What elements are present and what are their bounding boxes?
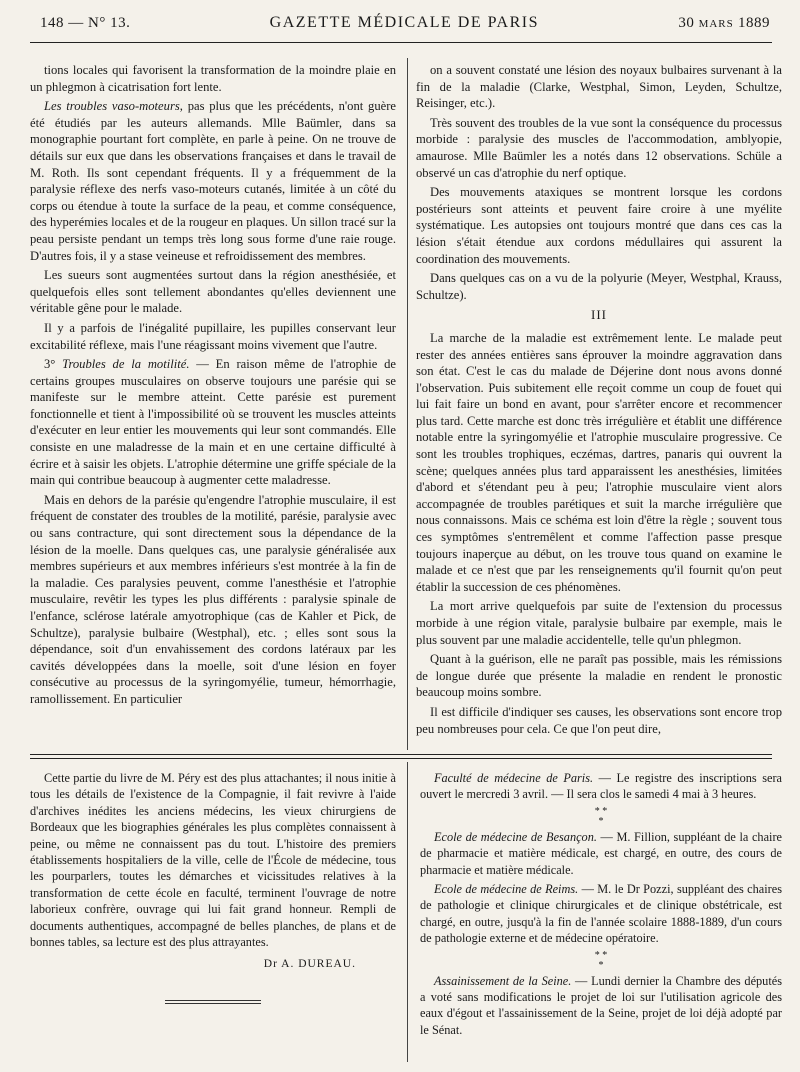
paragraph <box>30 98 396 264</box>
paragraph <box>416 651 782 701</box>
paragraph-text: La mort arrive quelquefois par suite de l'extension du processus morbide à une région vitale, paralysie bulbaire par exemple, mais le plus souvent par une maladie accidentelle, telle qu'un phlegmon. <box>416 599 782 647</box>
paragraph-lead: Ecole de médecine de Besançon. <box>434 829 597 844</box>
paragraph <box>420 829 782 878</box>
paragraph <box>416 598 782 648</box>
paragraph <box>420 881 782 947</box>
paragraph-lead: Les troubles vaso-moteurs <box>44 99 180 114</box>
paragraph-lead: Faculté de médecine de Paris. <box>434 771 594 785</box>
header-rule <box>30 42 772 43</box>
paragraph-text: Quant à la guérison, elle ne paraît pas possible, mais les rémissions de longue durée que présente la maladie en rendent le pronostic beaucoup moins sombre. <box>416 652 782 700</box>
column-divider <box>407 58 408 750</box>
paragraph <box>416 330 782 596</box>
paragraph-text: La marche de la maladie est extrêmement lente. Le malade peut rester des années entières sans éprouver la moindre aggravation dans son état. C'est le cas du malade de Déjerine dont nous avons donné l'observation. Puis subitement elle reçoit comme un coup de fouet qui lui fait faire un bond en avant, pour s'arrêter encore et recommencer plus tard. Cette marche est donc très irrégulière et établit une différence notable entre la syringomyélie et l'atrophie musculaire progressive. Ce sont les troubles trophiques, eczémas, dartres, panaris qui ouvrent la scène; quelques années plus tard apparaissent les anesthésies, limitées d'abord et s'étendant peu à peu; l'atrophie musculaire vient alors accompagnée de troubles parétiques et suit la marche irrégulière que nous connaissons. Mais ce schéma est loin d'être la règle ; souvent tous ces symptômes s'entremêlent et comme l'affection passe presque toujours inaperçue au début, on les trouve tous quand on examine le malade et ce n'est que par les renseignements qu'il fournit qu'on peut établir la succession de ces phénomènes. <box>416 330 782 594</box>
bottom-left-review <box>30 770 396 973</box>
paragraph-number: 3° <box>44 357 63 372</box>
paragraph-text: Des mouvements ataxiques se montrent lorsque les cordons postérieurs sont atteints et peuvent faire croire à une myélite systématique. Les autopsies ont toujours montré que dans ces cas la lésion s'était étendue aux cordons médullaires qui assurent la coordination des mouvements. <box>416 185 782 266</box>
section-rule-thin <box>30 758 772 759</box>
paragraph-text: Très souvent des troubles de la vue sont la conséquence du processus morbide : paralysie des muscles de l'accommodation, amblyopie, amaurose. Mlle Baümler les a notés dans 12 observations. Schüle a observé un cas d'atrophie du nerf optique. <box>416 115 782 180</box>
paragraph <box>30 320 396 353</box>
paragraph-text: , pas plus que les précédents, n'ont guère été étudiés par les auteurs allemands. Mlle Baümler, dans sa monographie pourtant fort complète, en parle à peine. On ne trouve de détails sur eux que dans les observations françaises et dans le travail de M. Roth. Ils sont cependant fréquents. Il y a fréquemment de la paralysie réflexe des nerfs vaso-moteurs cutanés, limitée à un côté du corps ou étendue à toute la surface de la peau, et comme conséquence, des hyperémies locales et de la rougeur en plaques. Un sillon tracé sur la peau persiste pendant un temps très long sous forme d'une raie rouge. D'autres fois, il y a stase veineuse et refroidissement des membres. <box>30 99 396 263</box>
paragraph <box>420 770 782 803</box>
page-header <box>40 14 770 42</box>
paragraph-text: Il y a parfois de l'inégalité pupillaire, les pupilles conservant leur excitabilité réflexe, mais l'une réagissant moins vivement que l'autre. <box>30 320 396 352</box>
section-rule <box>30 754 772 755</box>
bottom-right-news <box>420 770 782 1041</box>
paragraph-lead: Ecole de médecine de Reims. <box>434 882 579 897</box>
asterism-separator: * * * <box>594 805 608 827</box>
page-number: 148 — N° 13. <box>40 15 131 31</box>
paragraph <box>416 270 782 303</box>
paragraph-text: — Le registre des inscriptions sera ouvert le mercredi 3 avril. — Il sera clos le samedi 4 mai à 3 heures. <box>420 771 783 802</box>
left-column <box>30 62 396 711</box>
paragraph <box>30 62 396 95</box>
review-paragraph: Cette partie du livre de M. Péry est des plus attachantes; il nous initie à tous les détails de l'existence de la Compagnie, il fait revivre à l'aide d'archives inédites les anciens médecins, les vieux chirurgiens de Bordeaux que les biographies générales les plus complètes connaissent à peine, ou même ne connaissent pas du tout. L'histoire des premiers établissements hospitaliers de la ville, celle de l'École de médecine, tous les pourparlers, toutes les démarches et vicissitudes relatives à la transformation de cette école en faculté, terminent l'ouvrage de notre laborieux confrère, ouvrage qui lui fait grand honneur. Rempli de documents authentiques, accompagné de belles planches, de plans et de bonnes tables, sa lecture est des plus attrayantes. <box>30 771 396 950</box>
paragraph <box>30 492 396 708</box>
paragraph <box>416 62 782 112</box>
end-rule <box>165 1000 261 1001</box>
review-signature: Dr A. DUREAU. <box>263 958 356 971</box>
paragraph <box>416 115 782 181</box>
paragraph-text: Les sueurs sont augmentées surtout dans la région anesthésiée, et quelquefois elles sont tellement abondantes qu'elles deviennent une véritable gêne pour le malade. <box>30 268 396 316</box>
paragraph-text: Il est difficile d'indiquer ses causes, les observations sont encore trop peu nombreuses pour cela. Ce que l'on peut dire, <box>416 704 782 736</box>
paragraph-text: — M. le Dr Pozzi, suppléant des chaires de pathologie et clinique chirurgicales et de clinique obstétricale, est chargé, en outre, jusqu'à la fin de l'année scolaire 1888-1889, d'un cours de pathologie externe et de médecine opératoire. <box>420 882 783 946</box>
paragraph-text: Mais en dehors de la parésie qu'engendre l'atrophie musculaire, il est fréquent de constater des troubles de la motilité, parésie, paralysie avec ou sans contracture, qui sont directement sous la dépendance de la lésion de la moelle. Dans quelques cas, une paralysie généralisée aux membres supérieurs et aux membres inférieurs s'est montrée à la fin de la maladie. Ces paralysies peuvent, comme l'anesthésie et l'atrophie musculaire, revêtir les types les plus différents : paralysie spinale de l'enfance, sclérose latérale amyotrophique (cas de Kahler et Pick, de Schultze), paralysie bulbaire (Westphal), etc. ; elles sont sous la dépendance, soit d'un envahissement des cordons latéraux par les cavités développées dans la moelle, soit d'une lésion en foyer consécutive au processus de la syringomyélie, tumeur, hémorrhagie, ramollissement. En particulier <box>30 492 396 706</box>
paragraph-lead: Assainissement de la Seine. <box>434 973 572 988</box>
paragraph <box>30 267 396 317</box>
journal-title: GAZETTE MÉDICALE DE PARIS <box>269 14 539 31</box>
paragraph-text: — M. Fillion, suppléant de la chaire de pharmacie et matière médicale, est chargé, en outre, des cours de pharmacie et matière médicale. <box>420 829 782 877</box>
paragraph-text: Dans quelques cas on a vu de la polyurie (Meyer, Westphal, Krauss, Schultze). <box>416 271 782 302</box>
paragraph <box>30 356 396 489</box>
bottom-column-divider <box>407 762 408 1062</box>
paragraph-text: on a souvent constaté une lésion des noyaux bulbaires survenant à la fin de la maladie (Clarke, Westphal, Simon, Leyden, Schultze, Reisinger, etc.). <box>416 63 782 111</box>
paragraph-text: — Lundi dernier la Chambre des députés a voté sans modifications le projet de loi sur l'utilisation agricole des eaux d'égout et l'assainissement de la Seine, projet de loi déjà adopté par le Sénat. <box>420 973 782 1037</box>
end-rule-second <box>165 1003 261 1004</box>
paragraph-text: — En raison même de l'atrophie de certains groupes musculaires on observe toujours une parésie qui se manifeste sur le membre atteint. Cette parésie est purement fonctionnelle et tient à l'impossibilité où se trouvent les muscles atteints d'exécuter en leur entier les mouvements qui leur sont commandés. Elle consiste en une maladresse de la main et en une certaine difficulté à écrire et à saisir les objets. L'atrophie détermine une griffe spéciale de la main qui contribue beaucoup à augmenter cette maladresse. <box>30 357 396 488</box>
issue-date: 30 MARS 1889 <box>678 15 770 31</box>
paragraph-text: tions locales qui favorisent la transformation de la moindre plaie en un phlegmon à cicatrisation fort lente. <box>30 63 396 94</box>
paragraph <box>416 184 782 267</box>
section-number: III <box>591 307 607 323</box>
paragraph <box>416 704 782 737</box>
paragraph <box>420 973 782 1039</box>
paragraph-lead: Troubles de la motilité. <box>62 357 190 372</box>
right-column <box>416 62 782 740</box>
asterism-separator: * * * <box>594 949 608 971</box>
